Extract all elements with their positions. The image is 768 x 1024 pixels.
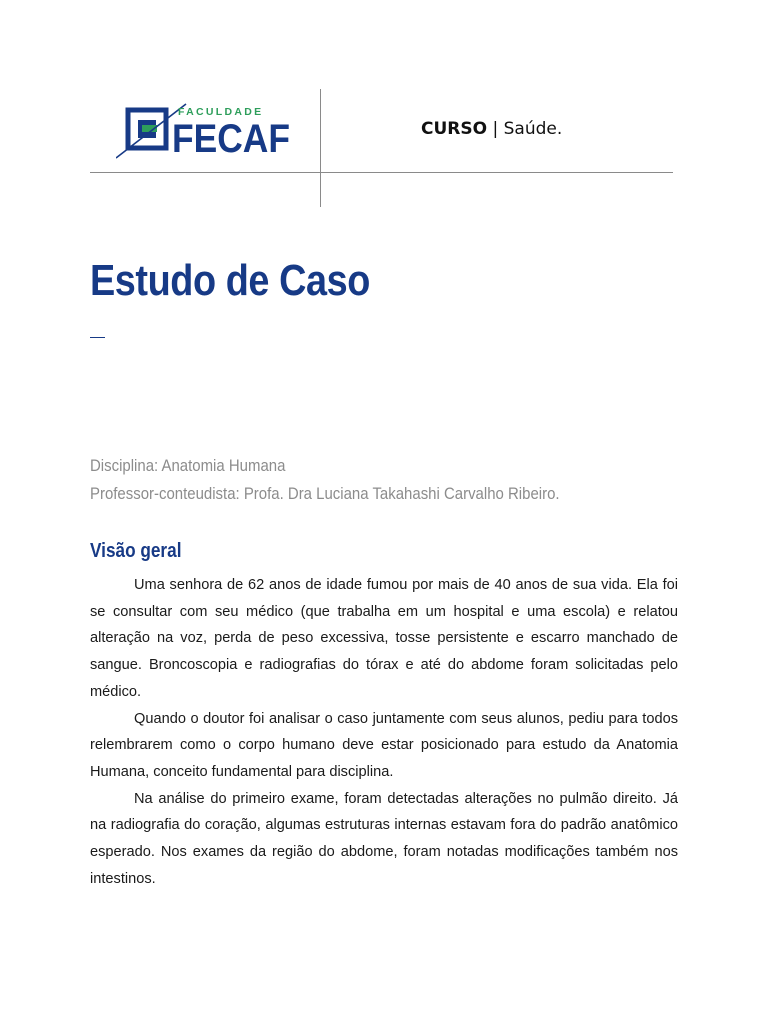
document-meta [90, 452, 560, 508]
overview-paragraph: Na análise do primeiro exame, foram detectadas alterações no pulmão direito. Já na radiografia do coração, algumas estruturas internas estavam fora do padrão anatômico esperado. Nos exames da região do abdome, foram notadas modificações também nos intestinos. [90, 790, 678, 887]
overview-paragraph: Uma senhora de 62 anos de idade fumou por mais de 40 anos de sua vida. Ela foi se consultar com seu médico (que trabalha em um hospital e uma escola) e relatou alteração na voz, perda de peso excessiva, tosse persistente e escarro manchado de sangue. Broncoscopia e radiografias do tórax e até do abdome foram solicitadas pelo médico. [90, 577, 678, 700]
overview-heading: Visão geral [90, 540, 182, 562]
course-name: Saúde. [503, 119, 563, 139]
course-label: CURSO [421, 119, 488, 139]
logo-top-text: FACULDADE [178, 106, 264, 118]
course-info [421, 119, 562, 139]
header-vertical-divider [320, 89, 321, 207]
overview-body [90, 572, 678, 892]
overview-paragraph: Quando o doutor foi analisar o caso juntamente com seus alunos, pediu para todos relembrarem como o corpo humano deve estar posicionado para estudo da Anatomia Humana, conceito fundamental para disciplina. [90, 710, 678, 780]
fecaf-logo [116, 100, 296, 160]
professor-line: Professor-conteudista: Profa. Dra Luciana Takahashi Carvalho Ribeiro. [90, 484, 560, 503]
document-title: Estudo de Caso [90, 256, 370, 305]
course-separator: | [492, 119, 499, 139]
header-horizontal-divider [90, 172, 673, 173]
title-underline-dash [90, 337, 105, 338]
logo-wordmark: FECAF [172, 117, 290, 160]
discipline-line: Disciplina: Anatomia Humana [90, 456, 286, 475]
